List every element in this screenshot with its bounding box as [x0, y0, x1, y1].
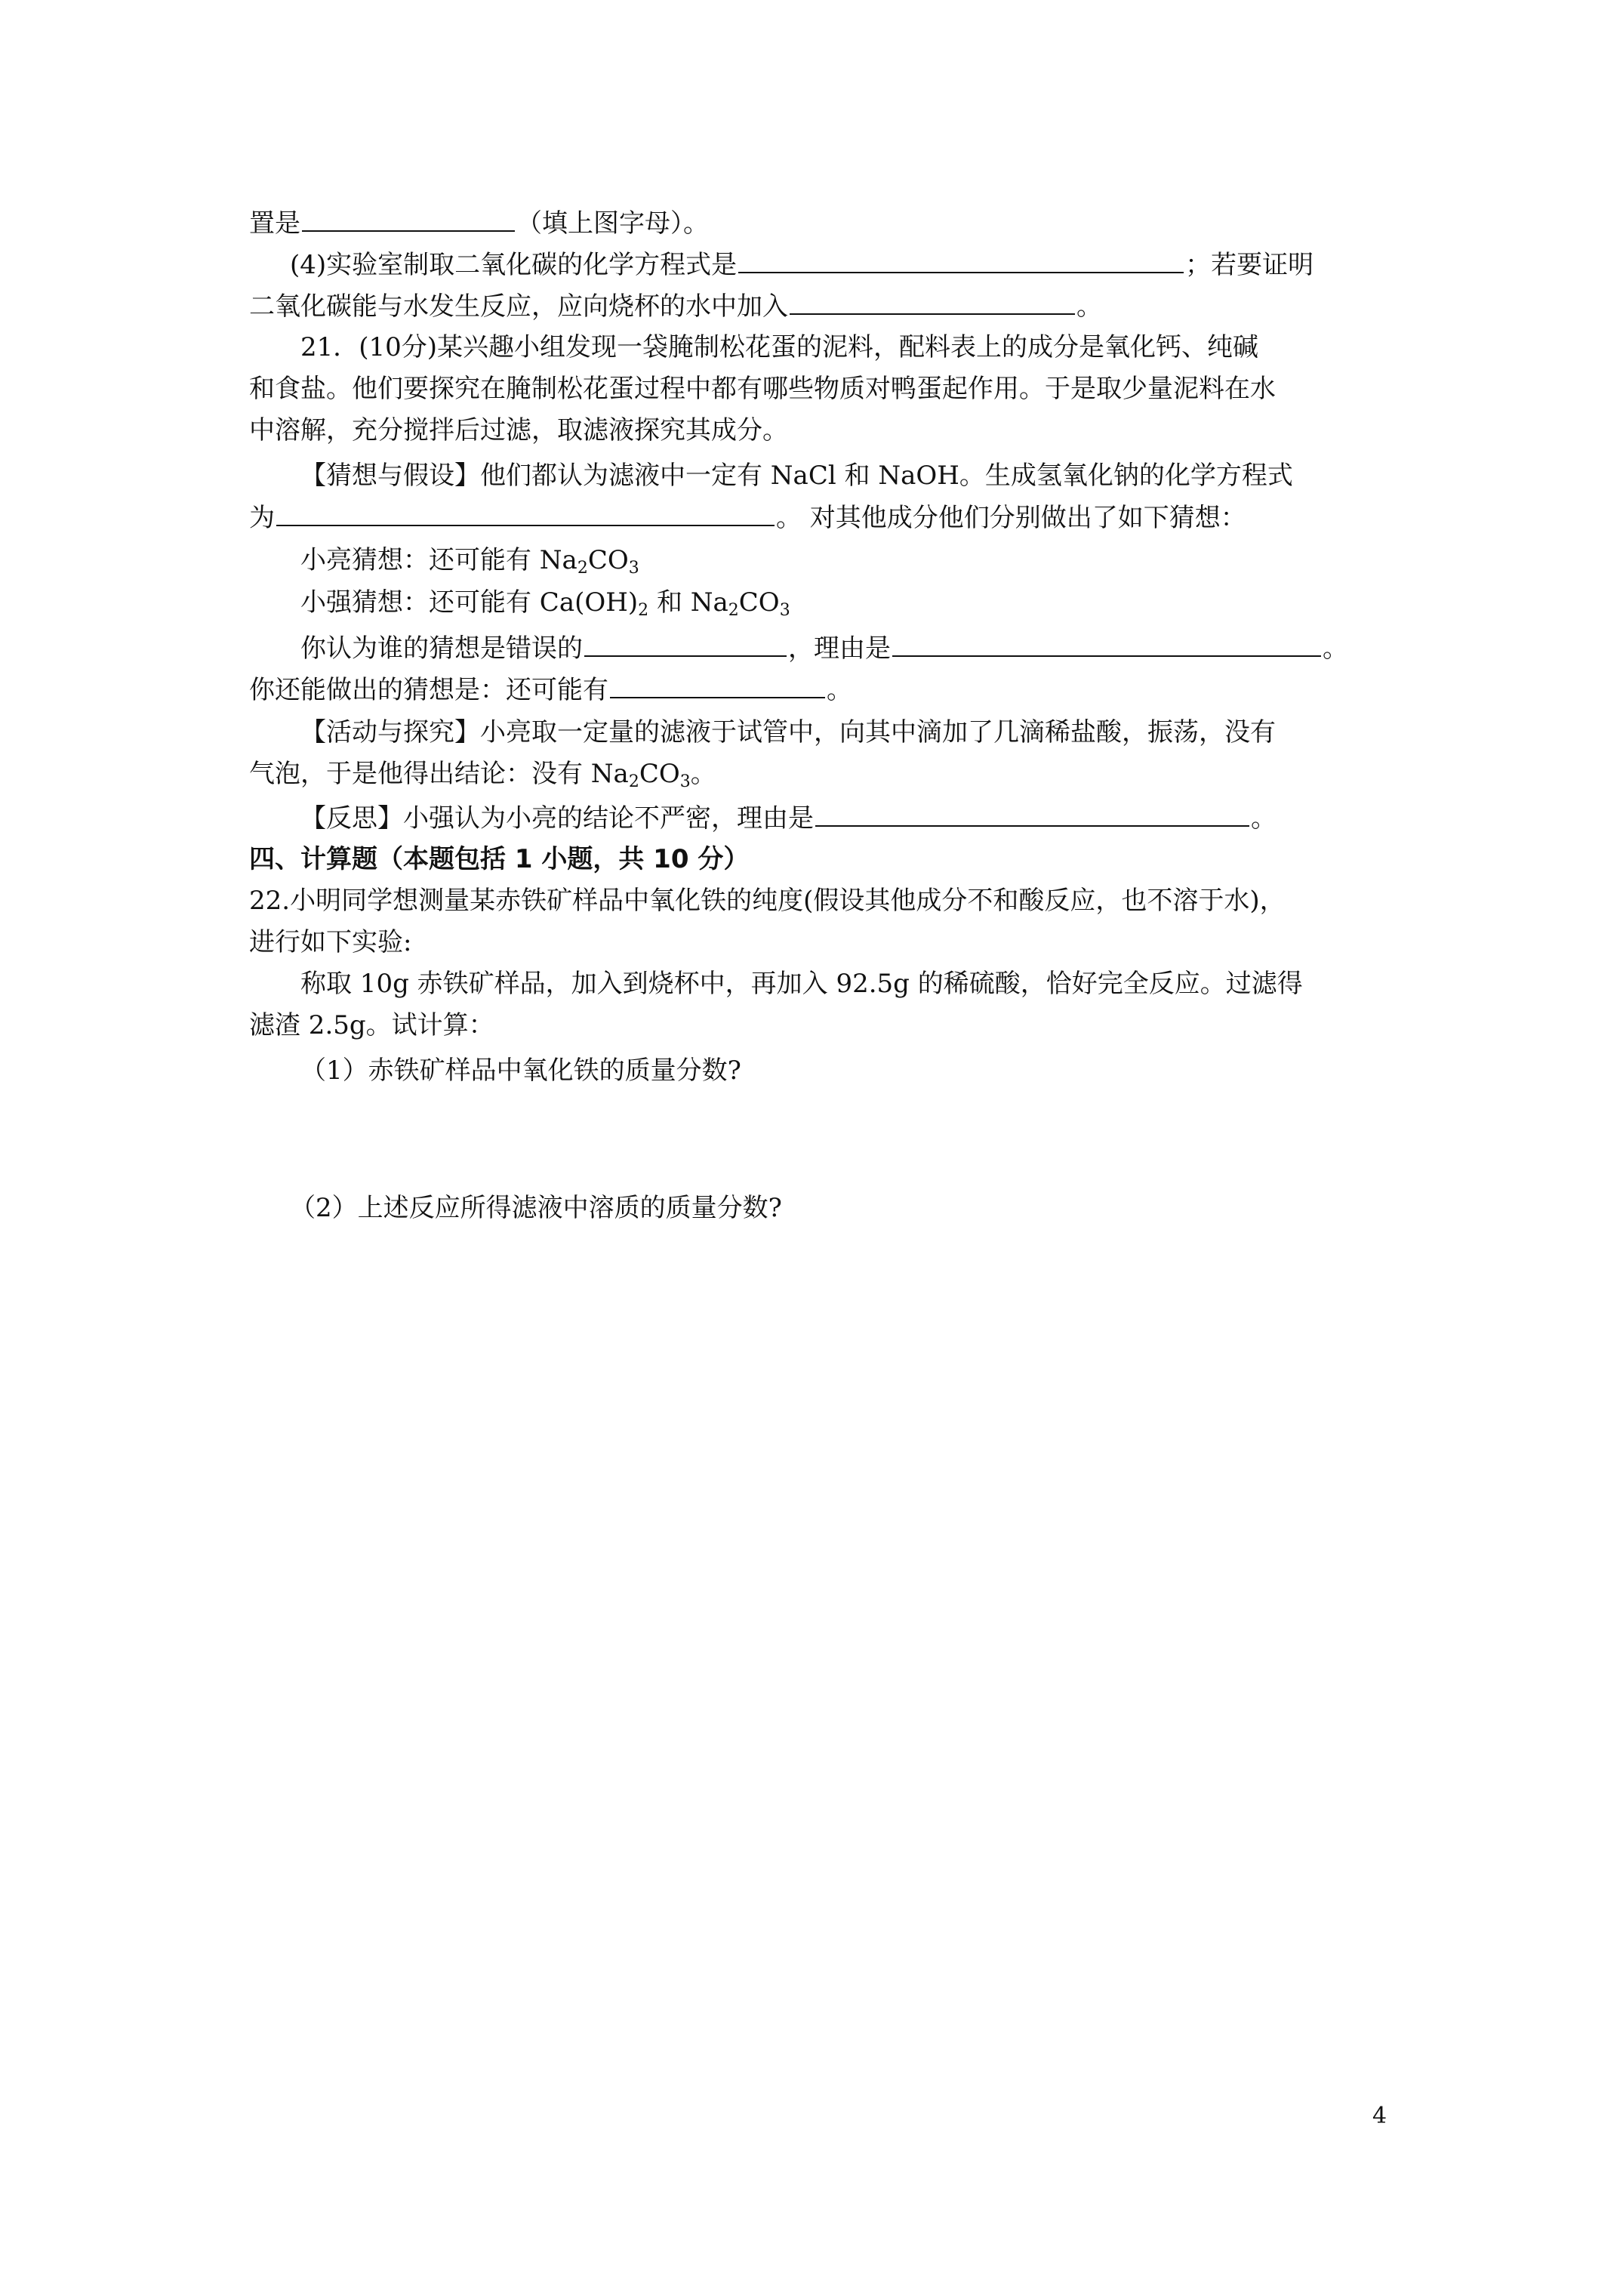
text: 【反思】小强认为小亮的结论不严密，理由是 — [300, 803, 814, 834]
text: 进行如下实验: — [249, 927, 412, 957]
text: 四、计算题（本题包括 1 小题，共 10 分） — [249, 844, 750, 874]
text: 你认为谁的猜想是错误的 — [300, 633, 583, 664]
text: 【猜想与假设】他们都认为滤液中一定有 NaCl 和 NaOH。生成氢氧化钠的化学方程式 — [300, 461, 1293, 491]
text-line — [300, 969, 1303, 999]
text-line — [249, 291, 1102, 322]
text: 21．(10分)某兴趣小组发现一袋腌制松花蛋的泥料，配料表上的成分是氧化钙、纯碱 — [300, 332, 1259, 362]
text: 。 — [1251, 803, 1277, 834]
text: 【活动与探究】小亮取一定量的滤液于试管中，向其中滴加了几滴稀盐酸，振荡，没有 — [300, 717, 1276, 747]
subscript: 3 — [779, 601, 790, 620]
page-number: 4 — [1372, 2103, 1387, 2129]
text: ，理由是 — [788, 633, 891, 664]
text: 22.小明同学想测量某赤铁矿样品中氧化铁的纯度(假设其他成分不和酸反应，也不溶于水)， — [249, 886, 1286, 916]
text-line — [300, 633, 1348, 664]
text: 气泡，于是他得出结论：没有 Na — [249, 759, 629, 789]
answer-blank[interactable] — [738, 249, 1184, 273]
text: 滤渣 2.5g。试计算： — [249, 1010, 494, 1040]
question-item — [290, 1193, 782, 1223]
text: 置是 — [249, 208, 300, 239]
text: 小强猜想：还可能有 Ca(OH) — [300, 587, 639, 618]
text-line — [300, 461, 1293, 491]
text: 和食盐。他们要探究在腌制松花蛋过程中都有哪些物质对鸭蛋起作用。于是取少量泥料在水 — [249, 374, 1276, 404]
text-line — [300, 587, 790, 618]
text-line — [300, 717, 1276, 747]
text-line — [249, 674, 852, 705]
text: 。 — [827, 675, 852, 705]
answer-blank[interactable] — [790, 291, 1075, 315]
text: 。 对其他成分他们分别做出了如下猜想： — [776, 503, 1246, 533]
answer-blank[interactable] — [892, 633, 1321, 657]
text: 。 — [1076, 291, 1102, 322]
subscript: 2 — [638, 601, 649, 620]
text: 二氧化碳能与水发生反应，应向烧杯的水中加入 — [249, 291, 788, 322]
text-line — [249, 208, 709, 239]
text-line — [249, 1010, 494, 1040]
text: 你还能做出的猜想是：还可能有 — [249, 675, 608, 705]
answer-blank[interactable] — [584, 633, 787, 657]
text-line — [300, 545, 639, 578]
text-line — [249, 415, 788, 445]
subscript: 2 — [728, 601, 739, 620]
subscript: 2 — [628, 772, 639, 791]
text: 。 — [1323, 633, 1348, 664]
text: 中溶解，充分搅拌后过滤，取滤液探究其成分。 — [249, 415, 788, 445]
text: （填上图字母）。 — [516, 208, 709, 239]
text-line — [249, 374, 1276, 404]
text: 和 Na — [648, 587, 728, 618]
text: （1）赤铁矿样品中氧化铁的质量分数? — [300, 1056, 741, 1086]
text: 小亮猜想：还可能有 Na — [300, 545, 577, 575]
text-line — [249, 886, 1286, 916]
answer-blank[interactable] — [302, 208, 515, 232]
text: 为 — [249, 503, 275, 533]
text-line — [290, 249, 1313, 280]
text: CO — [587, 545, 629, 575]
subscript: 3 — [628, 559, 639, 578]
text-line — [249, 759, 716, 789]
answer-blank[interactable] — [610, 674, 825, 698]
text: CO — [639, 759, 680, 789]
subscript: 3 — [679, 772, 691, 791]
text: 称取 10g 赤铁矿样品，加入到烧杯中，再加入 92.5g 的稀硫酸，恰好完全反应。过滤得 — [300, 969, 1303, 999]
answer-blank[interactable] — [815, 803, 1249, 827]
text-line — [300, 332, 1258, 362]
text: （2）上述反应所得滤液中溶质的质量分数? — [290, 1193, 782, 1223]
text: 。 — [690, 759, 716, 789]
section-heading — [249, 844, 749, 874]
text: CO — [738, 587, 780, 618]
text: (4)实验室制取二氧化碳的化学方程式是 — [290, 250, 738, 280]
text-line — [249, 927, 411, 957]
subscript: 2 — [577, 559, 588, 578]
text-line — [249, 502, 1246, 533]
answer-blank[interactable] — [276, 502, 775, 526]
text: ；若要证明 — [1185, 250, 1314, 280]
question-item — [300, 1056, 741, 1086]
text-line — [300, 803, 1277, 834]
